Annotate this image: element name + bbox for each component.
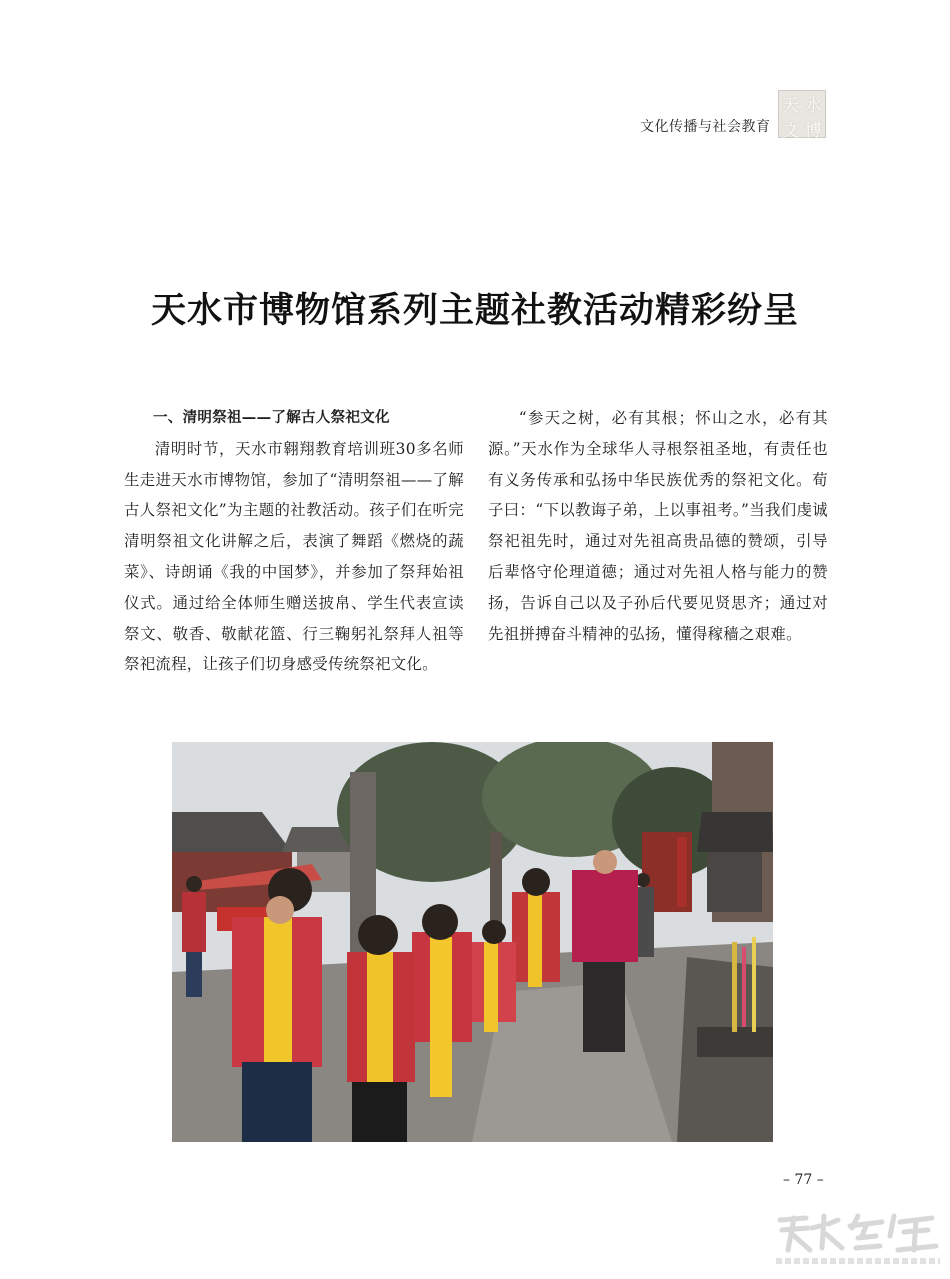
section-heading: 一、清明祭祖——了解古人祭祀文化 [153, 410, 390, 426]
article-title: 天水市博物馆系列主题社教活动精彩纷呈 [150, 290, 799, 331]
event-photo [172, 742, 773, 1142]
left-column [124, 403, 464, 680]
right-column [488, 403, 828, 649]
section-header: 文化传播与社会教育 [640, 119, 771, 135]
tianshui-online-watermark [772, 1206, 944, 1268]
body-paragraph: 清明时节，天水市翱翔教育培训班30多名师生走进天水市博物馆，参加了“清明祭祖——了解古人祭祀文化”为主题的社教活动。孩子们在听完清明祭祖文化讲解之后，表演了舞蹈《燃烧的蔬菜》、诗朗诵《我的中国梦》，并参加了祭拜始祖仪式。通过给全体师生赠送披帛、学生代表宣读祭文、敬香、敬献花篮、行三鞠躬礼祭拜人祖等祭祀流程，让孩子们切身感受传统祭祀文化。 [124, 439, 464, 674]
tianshui-wenbo-logo: 天 水 文 博 [778, 90, 826, 138]
body-paragraph: “参天之树，必有其根；怀山之水，必有其源。”天水作为全球华人寻根祭祖圣地，有责任也有义务传承和弘扬中华民族优秀的祭祀文化。荀子曰：“下以教诲子弟，上以事祖考。”当我们虔诚祭祀祖先时，通过对先祖高贵品德的赞颂，引导后辈恪守伦理道德；通过对先祖人格与能力的赞扬，告诉自己以及子孙后代要见贤思齐；通过对先祖拼搏奋斗精神的弘扬，懂得稼穑之艰难。 [488, 409, 828, 643]
page-number: – 77 – [783, 1172, 824, 1188]
